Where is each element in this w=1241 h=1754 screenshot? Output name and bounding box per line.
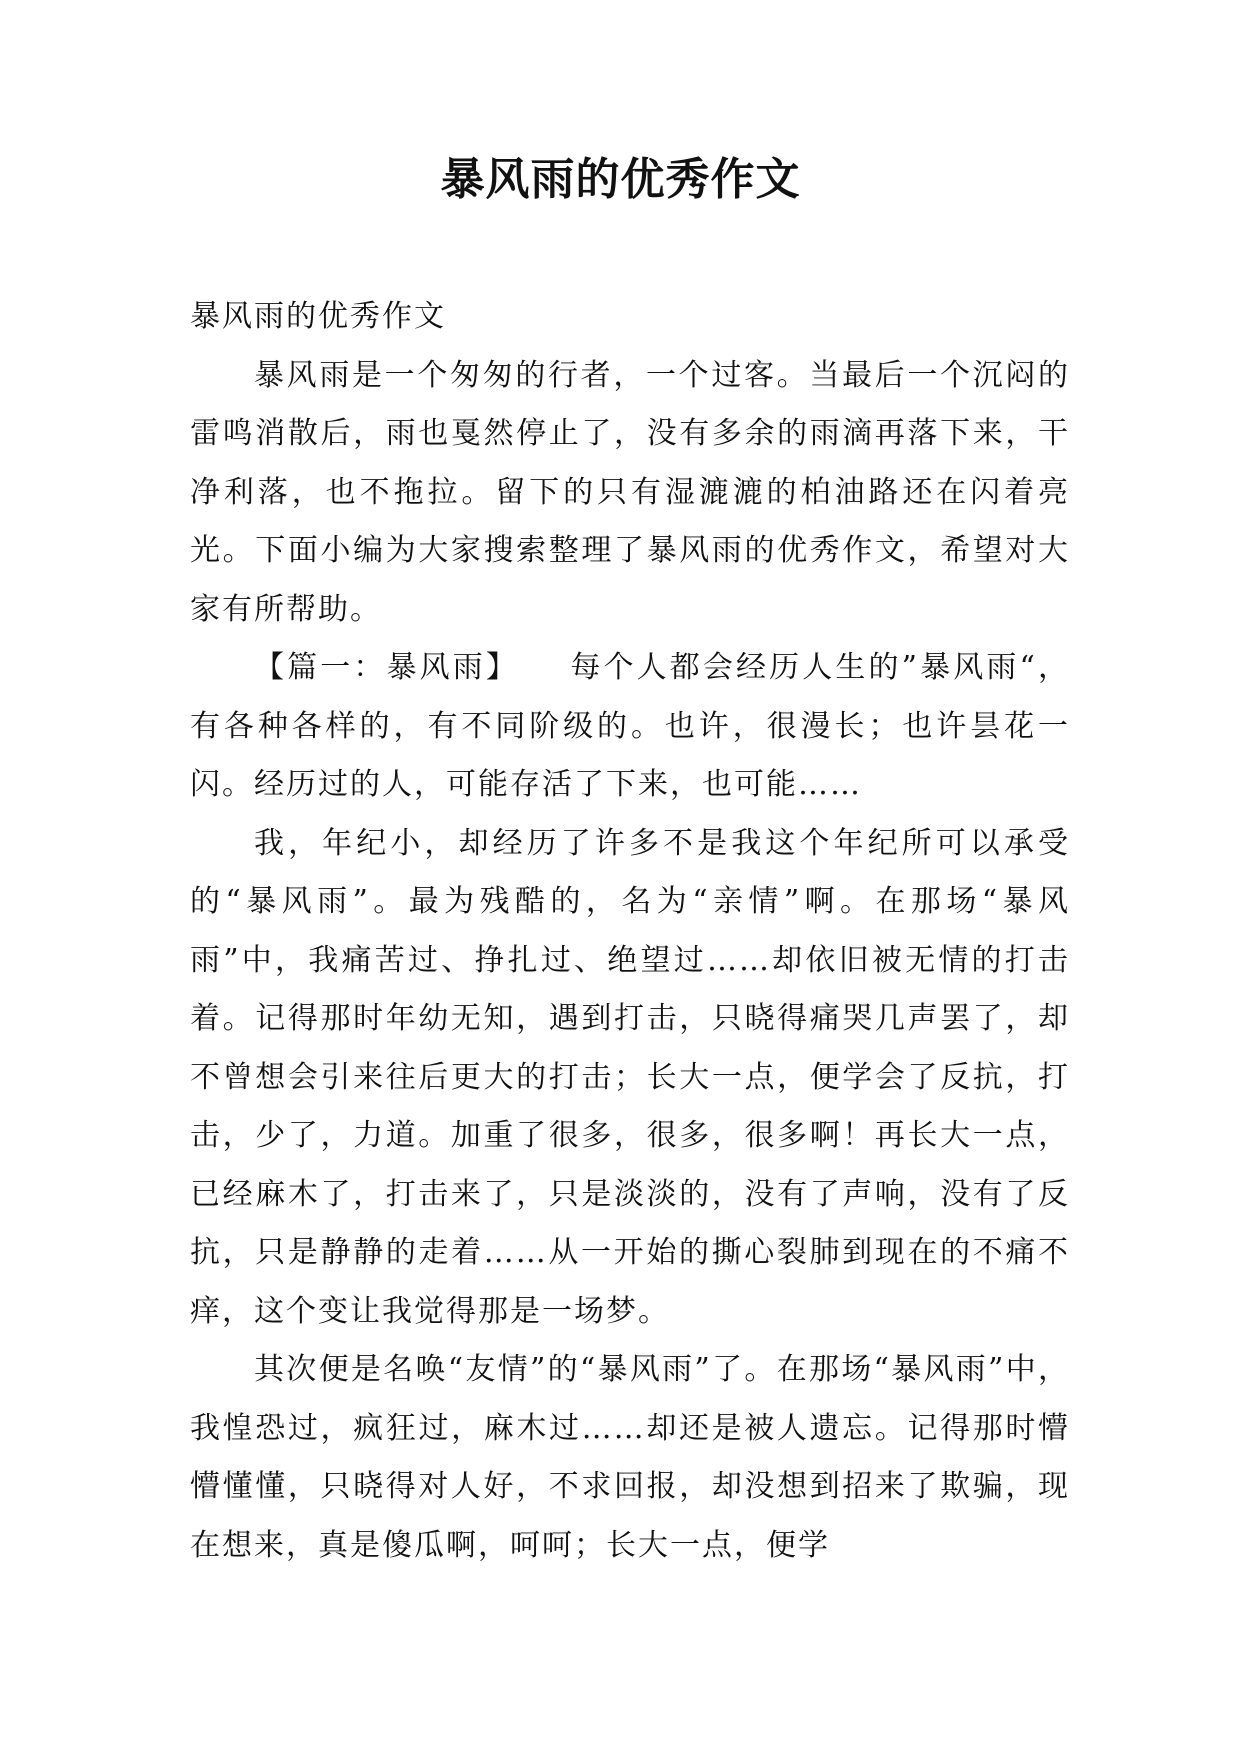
paragraph-friendship: 其次便是名唤“友情”的“暴风雨”了。在那场“暴风雨”中，我惶恐过，疯狂过，麻木过……却还是被人遗忘。记得那时懵懵懂懂，只晓得对人好，不求回报，却没想到招来了欺骗，现在想来，真是傻瓜啊，呵呵；长大一点，便学	[190, 1352, 1070, 1563]
paragraph-intro: 暴风雨是一个匆匆的行者，一个过客。当最后一个沉闷的雷鸣消散后，雨也戛然停止了，没有多余的雨滴再落下来，干净利落，也不拖拉。留下的只有湿漉漉的柏油路还在闪着亮光。下面小编为大家搜索整理了暴风雨的优秀作文，希望对大家有所帮助。	[190, 357, 1070, 627]
paragraph-section-one: 【篇一：暴风雨】 每个人都会经历人生的”暴风雨“，有各种各样的，有不同阶级的。也许，很漫长；也许昙花一闪。经历过的人，可能存活了下来，也可能……	[190, 650, 1070, 802]
paragraph-heading: 暴风雨的优秀作文	[190, 299, 446, 334]
paragraph-family: 我，年纪小，却经历了许多不是我这个年纪所可以承受的“暴风雨”。最为残酷的，名为“亲情”啊。在那场“暴风雨”中，我痛苦过、挣扎过、绝望过……却依旧被无情的打击着。记得那时年幼无知，遇到打击，只晓得痛哭几声罢了，却不曾想会引来往后更大的打击；长大一点，便学会了反抗，打击，少了，力道。加重了很多，很多，很多啊！再长大一点，已经麻木了，打击来了，只是淡淡的，没有了声响，没有了反抗，只是静静的走着……从一开始的撕心裂肺到现在的不痛不痒，这个变让我觉得那是一场梦。	[190, 825, 1070, 1329]
document-title: 暴风雨的优秀作文	[440, 154, 801, 205]
document-body	[190, 288, 1070, 1575]
